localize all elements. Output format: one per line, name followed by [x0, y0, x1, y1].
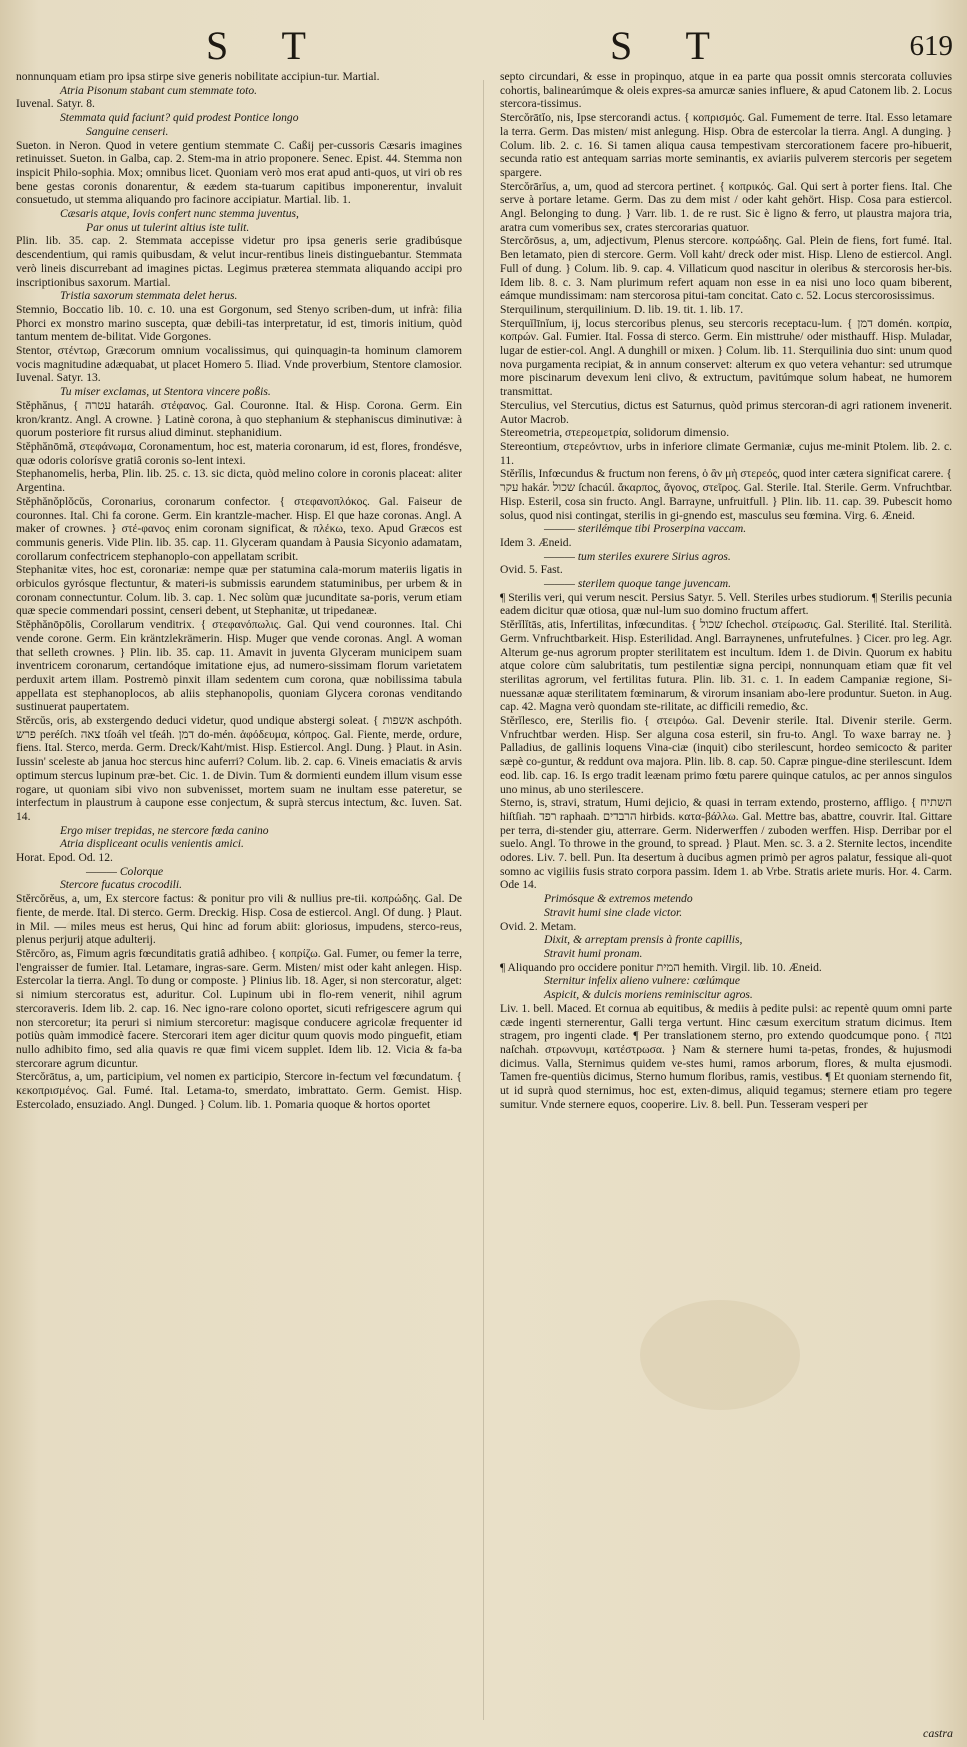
verse-quotation: Tu miser exclamas, ut Stentora vincere poßis.	[60, 385, 271, 399]
dictionary-entry: Sterculius, vel Stercutius, dictus est Saturnus, quòd primus stercoran-di agri rationem invenerit. Autor Macrob.	[500, 398, 952, 426]
verse-quotation: ——— sterilémque tibi Proserpina vaccam.	[544, 522, 747, 536]
dictionary-entry: Idem 3. Æneid.	[500, 535, 572, 549]
verse-quotation: Aspicit, & dulcis moriens reminiscitur agros.	[544, 988, 753, 1002]
right-column	[500, 70, 952, 1732]
dictionary-entry: Iuvenal. Satyr. 8.	[16, 97, 95, 111]
verse-quotation: Sternitur infelix alieno vulnere: cœlúmque	[544, 974, 740, 988]
left-column	[16, 70, 462, 1732]
dictionary-entry: Stĕphănōmă, στεφάνωμα, Coronamentum, hoc est, materia coronarum, id est, flores, frondésve, quæ odoris colorísve gratiâ coronis so-lent intexi.	[16, 439, 462, 467]
dictionary-entry: Plin. lib. 35. cap. 2. Stemmata accepisse videtur pro ipsa generis serie gradibúsque descendentium, qui ramis quibusdam, & velut incur-rentibus lineis distinguebantur. Stemmata verò lineis discurrebant ad imagines pictas. Legimus præterea stemmata aliquando accipi pro inscriptionibus saxorum. Martial.	[16, 234, 462, 289]
dictionary-entry: Stĕrĭlis, Infœcundus & fructum non ferens, ὁ ἂν μὴ στερεός, quod inter cætera significat carere. { עקר hakár. שכול ſchacúl. ἄκαρπος, ἄγονος, στεῖρος. Gal. Sterile. Ital. Sterile. Germ. Vnfruchtbar. Hisp. Esteril, cosa sin fructo. Angl. Barrayne, unfruitfull. } Plin. lib. 11. cap. 39. Pubescit homo solus, quod nisi contingat, sterilis in gi-gnendo est, masculus seu fœmina. Virg. 6. Æneid.	[500, 467, 952, 522]
dictionary-entry: Sterquilinum, sterquilinium. D. lib. 19. tit. 1. lib. 17.	[500, 302, 744, 316]
dictionary-entry: Ovid. 5. Fast.	[500, 563, 563, 577]
dictionary-entry: Stereometria, στερεομετρία, solidorum dimensio.	[500, 426, 730, 440]
verse-quotation: Cæsaris atque, Iovis confert nunc stemma juventus,	[60, 207, 299, 221]
dictionary-entry: Stĕphănōpōlis, Corollarum venditrix. { στεφανόπωλις. Gal. Qui vend couronnes. Ital. Chi vende corone. Germ. Ein kräntzlekrämerin. Hisp. Muger que vende coronas. Angl. A woman that selleth crownes. } Plin. lib. 35. cap. 11. Amavit in juventa Glyceram municipem suam inventricem coronarum, certandóque imitatione ejus, ad numero-sissimam florum varietatem perduxit artem illam. Postremò pinxit illam sedentem cum corona, quæ nobilissima tabula appellata est stephanoplocos, ab aliis stephanopolis, quoniam Glycera coronas venditando sustinuerat paupertatem.	[16, 618, 462, 714]
dictionary-entry: Sterquĭlīnĭum, ij, locus stercoribus plenus, seu stercoris receptacu-lum. { דמן domén. κοπρία, κοπρών. Gal. Fumier. Ital. Fossa di sterco. Germ. Ein misttruhe/ oder misthauff. Hisp. Muladar, lugar de estier-col. Angl. A dunghill or mixen. } Colum. lib. 11. Sterquilinia duo sint: unum quod nova purgamenta recipiat, & in annum conservet: alterum ex quo vetera vehantur: sed utrumque more piscinarum devexum leni clivo, & extructum, pavitúmque solum habeat, ne humorem transmittat.	[500, 316, 952, 399]
running-header	[0, 8, 967, 68]
verse-quotation: ——— tum steriles exurere Sirius agros.	[544, 549, 731, 563]
verse-quotation: Sanguine censeri.	[86, 124, 169, 138]
dictionary-entry: Stĕrĭlĭtās, atis, Infertilitas, infœcunditas. { שכול ſchechol. στείρωσις. Gal. Sterilité. Ital. Sterilità. Germ. Vnfruchtbarkeit. Hisp. Esterilidad. Angl. Barraynenes, unfrutefulnes. } Cicer. pro leg. Agr. Alterum ge-nus agrorum propter sterilitatem est incultum. Idem 1. de Divin. Quorum ex habitu atque colore cùm salubritatis, tum pestilentiæ signa percipi, nonnunquam etiam quæ fit vel sterilitas agrorum, vel fertilitas futura. Plin. lib. 31. c. 1. In eadem Campaniæ regione, Si-nuessanæ aquæ sterilitatem fœminarum, & virorum insaniam abo-lere produntur. Sueton. in Aug. cap. 42. Magna verò quondam ste-rilitate, ac difficili remedio, &c.	[500, 618, 952, 714]
dictionary-entry: Stĕrcŭs, oris, ab exstergendo deduci videtur, quod undique abstergi soleat. { אשפות aschpóth. פרש peréſch. צאה tſoáh vel tſeáh. דמן do-mén. ἀφόδευμα, κόπρος. Gal. Fiente, merde, ordure, fiens. Ital. Sterco, merda. Germ. Dreck/Kaht/mist. Hisp. Estiercol. Angl. Dung. } Plaut. in Asin. Iussin' sceleste ab janua hoc stercus hinc auferri? Colum. lib. 2. cap. 6. Vineis emaciatis & arvis optimum stercus lupinum præ-bet. Cic. 1. de Divin. Tum & dormienti eundem illum visum esse rogare, ut quoniam sibi vivo non subvenisset, mortem suam ne inultam esse pateretur, se interfectum in plaustrum à caupone esse conjectum, & suprà stercus intectum, &c. Iuven. Sat. 14.	[16, 714, 462, 823]
dictionary-entry: ¶ Sterilis veri, qui verum nescit. Persius Satyr. 5. Vell. Steriles urbes studiorum. ¶ Sterilis pecunia eadem dicitur quæ otiosa, quæ nul-lum suo domino fructum affert.	[500, 590, 952, 618]
verse-quotation: Ergo miser trepidas, ne stercore fœda canino	[60, 823, 269, 837]
dictionary-entry: Stercŏrārĭus, a, um, quod ad stercora pertinet. { κοπρικός. Gal. Qui sert à porter fiens. Ital. Che serve à portare letame. Germ. Das zu dem mist / oder kaht gehört. Hisp. Cosa para estiercol. Angl. Belonging to dung. } Varr. lib. 1. de re rust. Sic è ligno & ferro, ut plaustra majora tria, aratra cum vomeribus sex, crates stercorarias quatuor.	[500, 179, 952, 234]
dictionary-entry: Stentor, στέντωρ, Græcorum omnium vocalissimus, qui quinquagin-ta hominum clamorem vocis magnitudine adæquabat, ut placet Homero 5. Iliad. Vnde proverbium, Stentore clamosior. Iuvenal. Satyr. 13.	[16, 344, 462, 385]
dictionary-entry: Stercŏrātĭo, nis, Ipse stercorandi actus. { κοπρισμός. Gal. Fumement de terre. Ital. Esso letamare la terra. Germ. Das misten/ mist anlegung. Hisp. Obra de estercolar la tierra. Angl. A dunging. } Colum. lib. 2. c. 16. Si tamen aliqua causa tempestivam stercorationem facere pro-hibuerit, secunda ratio est antequam sarrias morte seminantis, ex aviariis pulverem stercoris per segetem spargere.	[500, 111, 952, 179]
dictionary-entry: Stĕrcŏrĕus, a, um, Ex stercore factus: & ponitur pro vili & nullius pre-tii. κοπρώδης. Gal. De fiente, de merde. Ital. Di sterco. Germ. Dreckig. Hisp. Cosa de estiercol. Angl. Of dung. } Plaut. in Mil. — miles meus est herus, Qui hinc ad forum abiit: gloriosus, impudens, sterco-reus, plenus perjurij atque adulterij.	[16, 892, 462, 947]
dictionary-entry: Sueton. in Neron. Quod in vetere gentium stemmate C. Caßij per-cussoris Cæsaris imagines retinuisset. Sueton. in Galba, cap. 2. Stem-ma in atrio proponere. Senec. Epist. 44. Stemma non inspicit Philo-sophia. Mox; omnibus licet. Quoniam verò mos erat apud anti-quos, ut viri ob res bene gestas coronis donarentur, & eædem sta-tuarum capitibus imponerentur, invaluit consuetudo, ut stemma aliquando pro facinore accipiatur. Martial. lib. 1.	[16, 138, 462, 207]
verse-quotation: Atria displiceant oculis venientis amici.	[60, 837, 244, 851]
dictionary-entry: septo circundari, & esse in propinquo, atque in ea parte qua possit omnis stercorata colluvies cohortis, balinearúmque & oleis expres-sa amurcæ sanies influere, & apud Catonem lib. 2. Locus stercora-tissimus.	[500, 70, 952, 111]
dictionary-entry: Stĕphănŏplŏcŭs, Coronarius, coronarum confector. { στεφανοπλόκος. Gal. Faiseur de couronnes. Ital. Chi fa corone. Germ. Ein krantzle-macher. Hisp. El que haze coronas. Angl. A maker of crownes. } στέ-φανος enim coronam significat, & πλέκω, texo. Apud Græcos est communis generis. Vide Plin. lib. 35. cap. 11. Glyceram quandam à Pausia Sicyonio adamatam, corollarum confectricem stephanoplo-con appellatam scribit.	[16, 494, 462, 563]
verse-quotation: Stravit humi pronam.	[544, 947, 643, 960]
dictionary-entry: Sterno, is, stravi, stratum, Humi dejicio, & quasi in terram extendo, prosterno, affligo. { השתיח hiſtſiah. רפד raphaah. הרבדים hirbids. κατα-βάλλω. Gal. Mettre bas, abattre, couvrir. Ital. Gittare per terra, di-stender giu, atterrare. Germ. Niderwerffen / zuboden werffen. Hisp. Derribar por el suelo. Angl. To throwe in the ground, to spread. } Plaut. Men. sc. 3. a 2. Sternite lectos, incendite odores. Liv. 7. bell. Pun. Ita desertum à ducibus agmen primò per agros palatur, fessique ali-quot somno ac vigiliis fusis strato corpora passim. Idem 1. ab Vrbe. Stratis ariete muris. Hor. 4. Carm. Ode 14.	[500, 796, 952, 892]
verse-quotation: Dixit, & arreptam prensis à fronte capillis,	[544, 933, 743, 947]
dictionary-entry: Stephanitæ vites, hoc est, coronariæ: nempe quæ per statumina cala-morum materiis ligatis in orbiculos gyrósque flectuntur, & materi-is submissis earundem statuminibus, per urbem & in coronam connectuntur. Colum. lib. 3. cap. 1. Nec solùm quæ jucunditate sa-poris, verum etiam quæ specie commendari possint, censeri debent, ut Stephanitæ, ut tripedaneæ.	[16, 563, 462, 618]
verse-quotation: Par onus ut tulerint altius iste tulit.	[86, 220, 250, 234]
dictionary-entry: Stercŏrātus, a, um, participium, vel nomen ex participio, Stercore in-fectum vel fœcundatum. { κεκοπρισμένος. Gal. Fumé. Ital. Letama-to, smerdato, imbrattato. Germ. Gemist. Hisp. Estercolado, ensuziado. Angl. Dunged. } Colum. lib. 1. Pomaria quoque & hortos oportet	[16, 1070, 462, 1111]
verse-quotation: Stercore fucatus crocodili.	[60, 878, 183, 892]
dictionary-entry: Horat. Epod. Od. 12.	[16, 851, 113, 865]
dictionary-entry: Stĕrĭlesco, ere, Sterilis fio. { στειρόω. Gal. Devenir sterile. Ital. Divenir sterile. Germ. Vnfruchtbar werden. Hisp. Ser alguna cosa esteril, sin fru-to. Angl. To waxe barray ne. } Palladius, de gallinis loquens Vina-ciæ (inquit) cibo sterilescunt, hordeo semicocto & pariter sæpè co-guntur, & reddunt ova majora. Plin. lib. 8. cap. 50. Capræ pingue-dine sterilescunt. Idem eod. lib. cap. 16. Is ergo tradit leænam primo fœtu parere quinque catulos, ac per annos singulos uno minus, ab uno sterilescere.	[500, 714, 952, 796]
verse-quotation: Atria Pisonum stabant cum stemmate toto.	[60, 83, 258, 97]
dictionary-entry: nonnunquam etiam pro ipsa stirpe sive generis nobilitate accipiun-tur. Martial.	[16, 70, 380, 83]
right-running-head: S T	[610, 23, 732, 68]
catchword: castra	[923, 1726, 953, 1740]
page-number: 619	[909, 30, 953, 62]
verse-quotation: Stravit humi sine clade victor.	[544, 905, 683, 919]
dictionary-entry: Stephanomelis, herba, Plin. lib. 25. c. 13. sic dicta, quòd melino colore in coronis placeat: aliter Argentina.	[16, 467, 462, 495]
dictionary-entry: Stemnio, Boccatio lib. 10. c. 10. una est Gorgonum, sed Stenyo scriben-dum, ut infrà: filia Phorci ex monstro marino suscepta, quæ debili-tas interpretatur, id est, timoris initium, quòd tantum mentem de-bilitat. Vide Gorgones.	[16, 302, 462, 344]
dictionary-entry: Stĕrcŏro, as, Fimum agris fœcunditatis gratiâ adhibeo. { κοπρίζω. Gal. Fumer, ou femer la terre, l'engraisser de fumier. Ital. Letamare, ingras-sare. Germ. Misten/ mist oder kaht anlegen. Hisp. Estercolar la tierra. Angl. To dung or composte. } Plinius lib. 18. Ager, si non stercoratur, alget: si nimium stercoratus est, aduritur. Col. Lupinum ubi in flo-rem venerit, nihil agrum stercoraveris. Idem lib. 2. cap. 16. Nec igno-rare colono oportet, sicuti refrigescere agrum qui non stercoretur; ita peruri si nimium stercoretur: magisque conducere agricolæ frequenter id potiùs quàm immodicè facere. Stercorari item ager dicitur quum quovis modo pinguefit, etiam nullo adhibito fimo, sed alia quavis re quæ fimi vicem supplet. Idem lib. 12. Vicia & fa-ba stercorare agrum dicuntur.	[16, 947, 462, 1070]
dictionary-entry: ¶ Aliquando pro occidere ponitur המית hemith. Virgil. lib. 10. Æneid.	[500, 960, 822, 974]
verse-quotation: ——— Colorque	[86, 864, 164, 878]
verse-quotation: ——— sterilem quoque tange juvencam.	[544, 577, 732, 591]
verse-quotation: Stemmata quid faciunt? quid prodest Pontice longo	[60, 111, 299, 125]
dictionary-entry: Liv. 1. bell. Maced. Et cornua ab equitibus, & mediis à pedite pulsi: ac repentè quum omni parte cæde ingenti sternerentur, Galli terga vertunt. Hinc cæsum exercitum stratum dicimus. Item stragem, pro ingenti clade. ¶ Per translationem sterno, pro extendo quodcumque pono. { נטה naſchah. στρωννυμι, κατέστρωσα. } Nam & sternere humi ta-petas, frondes, & hujusmodi dicimus. Valla, Sternimus quidem ve-stes humi, ramos arborum, flores, & multa ejusmodi. Tamen fre-quentiùs dicimus, Sterno humum floribus, ramis, vestibus. ¶ Et quoniam sternendo fit, ut id suprà quod sternimus, hoc est, exten-dimus, aliquid tegamus; sternere etiam pro tegere sumitur. Vnde sternere equos, cooperire. Liv. 8. bell. Pun. Tesseram vesperi per	[500, 1001, 952, 1111]
dictionary-entry: Stercŏrōsus, a, um, adjectivum, Plenus stercore. κοπρώδης. Gal. Plein de fiens, fort fumé. Ital. Ben letamato, pien di stercore. Germ. Voll kaht/ dreck oder mist. Hisp. Lleno de estiercol. Angl. Full of dung. } Colum. lib. 9. cap. 4. Villaticum quod nascitur in oleribus & stercorosis her-bis. Idem lib. 8. c. 3. Nam plurimum refert aquam non esse in ea nisi uno loco quam biberent, eámque mundissimam: nam stercorosa pitui-tam concitat. Cato c. 52. Locus stercorosissimus.	[500, 234, 952, 303]
verse-quotation: Tristia saxorum stemmata delet herus.	[60, 289, 238, 303]
dictionary-entry: Ovid. 2. Metam.	[500, 919, 577, 933]
dictionary-entry: Stĕphănus, { עטרה hataráh. στέφανος. Gal. Couronne. Ital. & Hisp. Corona. Germ. Ein kron/krantz. Angl. A crowne. } Latinè corona, à quo stephanium & stephaniscus diminutivæ: à quorum posteriore fit rursus aliud diminut. stephanidium.	[16, 398, 462, 440]
left-running-head: S T	[206, 23, 328, 68]
column-divider	[483, 80, 484, 1720]
dictionary-entry: Stereontium, στερεόντιον, urbs in inferiore climate Germaniæ, cujus me-minit Ptolem. lib. 2. c. 11.	[500, 439, 952, 467]
verse-quotation: Primósque & extremos metendo	[544, 892, 693, 906]
